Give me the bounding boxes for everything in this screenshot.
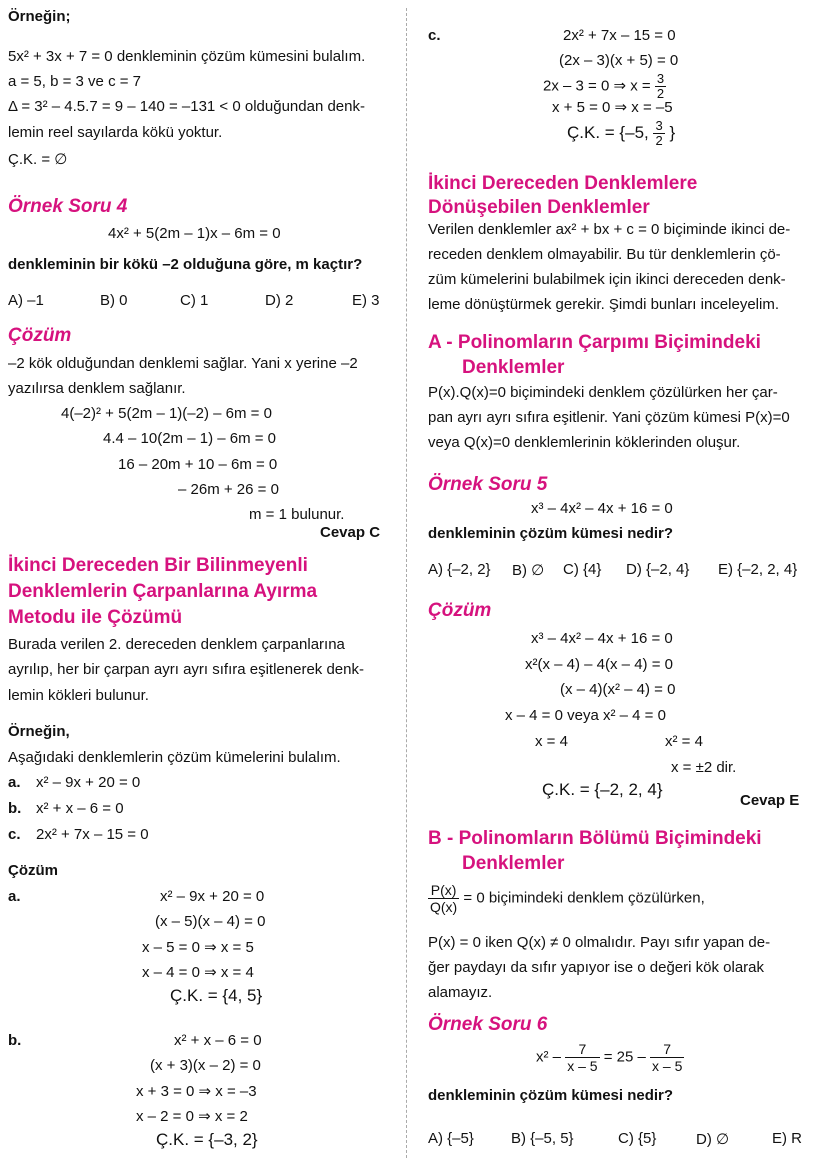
option-a: A) {–2, 2} [428,561,491,578]
example-title: Örnek Soru 6 [428,1014,548,1035]
solution-step: x – 4 = 0 ⇒ x = 4 [142,964,254,981]
section-title: Metodu ile Çözümü [8,607,183,628]
equation [536,1041,684,1074]
paragraph-line: lemin kökleri bulunur. [8,687,149,704]
answer-label: Cevap C [320,524,381,541]
question-text: denkleminin çözüm kümesi nedir? [428,1087,674,1104]
item-label: b. [8,800,22,817]
solution-step: x – 2 = 0 ⇒ x = 2 [136,1108,248,1125]
solution-step: x = ±2 dir. [671,759,737,776]
fraction [655,72,666,101]
fraction-line-text: = 0 biçimindeki denklem çözülürken, [463,889,705,907]
intro-line: a = 5, b = 3 ve c = 7 [8,73,142,90]
eq-mid: = 25 – [603,1048,646,1066]
solution-step: x³ – 4x² – 4x + 16 = 0 [531,630,673,647]
set-brace: } [669,122,676,142]
paragraph-line: alamayız. [428,984,493,1001]
fraction-denominator: 2 [655,133,663,148]
example-title: Örnek Soru 5 [428,474,548,495]
solution-line: –2 kök olduğundan denklemi sağlar. Yani x yerine –2 [8,355,358,372]
equation: x³ – 4x² – 4x + 16 = 0 [531,500,673,517]
fraction-numerator: 3 [656,71,665,86]
paragraph-line: ayrılıp, her bir çarpan ayrı ayrı sıfıra eşitlenerek denk- [8,661,364,678]
solution-step: x²(x – 4) – 4(x – 4) = 0 [525,656,673,673]
item-equation: x² + x – 6 = 0 [36,800,124,817]
option-c: C) {5} [618,1130,657,1147]
fraction-numerator: 7 [565,1041,599,1058]
intro-line: 5x² + 3x + 7 = 0 denkleminin çözüm kümesini bulalım. [8,48,366,65]
example-intro: Aşağıdaki denklemlerin çözüm kümelerini bulalım. [8,749,341,766]
answer-label: Cevap E [740,792,800,809]
option-e: E) {–2, 2, 4} [718,561,798,578]
paragraph-line: receden denklem olmayabilir. Bu tür denklemlerin çö- [428,246,781,263]
solution-title: Çözüm [8,325,72,346]
solution-step: x = 4 [535,733,568,750]
solution-step: x – 4 = 0 veya x² – 4 = 0 [505,707,666,724]
solution-step: x + 5 = 0 ⇒ x = –5 [552,99,673,116]
solution-step: – 26m + 26 = 0 [178,481,279,498]
set-text: Ç.K. = {–5, [567,122,649,142]
paragraph-line: leme dönüştürmek gerekir. Şimdi bunları inceleyelim. [428,296,779,313]
solution-step: (x + 3)(x – 2) = 0 [150,1057,261,1074]
option-c: C) 1 [180,292,209,309]
paragraph-line: Verilen denklemler ax² + bx + c = 0 biçiminde ikinci de- [428,221,791,238]
paragraph-line: ğer paydayı da sıfır yapıyor ise o değeri kök olarak [428,959,765,976]
paragraph-line: P(x) = 0 iken Q(x) ≠ 0 olmalıdır. Payı sıfır yapan de- [428,934,771,951]
fraction-denominator: 2 [656,86,665,101]
option-b: B) 0 [100,292,128,309]
solution-set: Ç.K. = {–2, 2, 4} [542,780,663,799]
fraction-denominator: x – 5 [652,1058,683,1074]
section-title: Denklemler [462,853,565,874]
option-b: B) ∅ [512,562,545,579]
question-text: denkleminin çözüm kümesi nedir? [428,525,674,542]
question-text: denkleminin bir kökü –2 olduğuna göre, m kaçtır? [8,256,363,273]
paragraph-line: Burada verilen 2. dereceden denklem çarpanlarına [8,636,345,653]
fraction-denominator: Q(x) [430,899,458,915]
option-c: C) {4} [563,561,602,578]
paragraph-line: züm kümelerini bulabilmek için ikinci dereceden denk- [428,271,786,288]
solution-line: yazılırsa denklem sağlanır. [8,380,186,397]
fraction [565,1041,599,1074]
intro-line: Ç.K. = ∅ [8,151,68,168]
item-equation: x² – 9x + 20 = 0 [36,774,141,791]
solution-set: Ç.K. = {4, 5} [170,986,263,1005]
solution-step: 16 – 20m + 10 – 6m = 0 [118,456,278,473]
part-label: c. [428,27,441,44]
eq-left: x² – [536,1048,562,1066]
solution-set [567,119,675,148]
fraction-numerator: P(x) [428,882,459,899]
paragraph-line: P(x).Q(x)=0 biçimindeki denklem çözülürken her çar- [428,384,778,401]
solution-step [543,72,666,101]
section-title: İkinci Dereceden Bir Bilinmeyenli [8,555,308,576]
solution-step: (x – 4)(x² – 4) = 0 [560,681,676,698]
column-divider [406,8,407,1158]
section-title: Denklemler [462,357,565,378]
equation: 4x² + 5(2m – 1)x – 6m = 0 [108,225,281,242]
solution-heading: Çözüm [8,862,58,879]
example-heading: Örneğin, [8,723,70,740]
option-e: E) 3 [352,292,380,309]
solution-step: x – 5 = 0 ⇒ x = 5 [142,939,254,956]
solution-step: x² + x – 6 = 0 [174,1032,262,1049]
fraction [650,1041,684,1074]
fraction-denominator: x – 5 [567,1058,598,1074]
option-a: A) {–5} [428,1130,474,1147]
option-b: B) {–5, 5} [511,1130,574,1147]
solution-title: Çözüm [428,600,492,621]
intro-line: Δ = 3² – 4.5.7 = 9 – 140 = –131 < 0 olduğundan denk- [8,98,365,115]
option-d: D) ∅ [696,1131,730,1148]
solution-step: (2x – 3)(x + 5) = 0 [559,52,679,69]
fraction [428,882,459,915]
section-title: A - Polinomların Çarpımı Biçimindeki [428,332,761,353]
option-a: A) –1 [8,292,44,309]
section-title: Denklemlerin Çarpanlarına Ayırma [8,581,318,602]
section-title: Dönüşebilen Denklemler [428,197,650,218]
option-d: D) 2 [265,292,294,309]
part-label: b. [8,1032,22,1049]
solution-step: x + 3 = 0 ⇒ x = –3 [136,1083,257,1100]
solution-step: 2x² + 7x – 15 = 0 [563,27,676,44]
example-title: Örnek Soru 4 [8,196,128,217]
fraction [653,119,664,148]
intro-heading: Örneğin; [8,8,71,25]
item-label: c. [8,826,21,843]
section-title: B - Polinomların Bölümü Biçimindeki [428,828,762,849]
item-equation: 2x² + 7x – 15 = 0 [36,826,149,843]
solution-step: 4.4 – 10(2m – 1) – 6m = 0 [103,430,277,447]
option-d: D) {–2, 4} [626,561,690,578]
paragraph-line: pan ayrı ayrı sıfıra eşitlenir. Yani çözüm kümesi P(x)=0 [428,409,790,426]
fraction-numerator: 3 [655,118,663,133]
part-label: a. [8,888,21,905]
solution-step: 4(–2)² + 5(2m – 1)(–2) – 6m = 0 [61,405,272,422]
solution-step: x² = 4 [665,733,703,750]
right-column [428,0,806,1165]
solution-step: m = 1 bulunur. [249,506,345,523]
step-text: 2x – 3 = 0 ⇒ x = [543,77,651,95]
intro-line: lemin reel sayılarda kökü yoktur. [8,124,223,141]
section-title: İkinci Dereceden Denklemlere [428,173,698,194]
solution-set: Ç.K. = {–3, 2} [156,1130,258,1149]
item-label: a. [8,774,21,791]
fraction-numerator: 7 [650,1041,684,1058]
solution-step: x² – 9x + 20 = 0 [160,888,265,905]
solution-step: (x – 5)(x – 4) = 0 [155,913,266,930]
paragraph-line: veya Q(x)=0 denklemlerinin köklerinden oluşur. [428,434,741,451]
option-e: E) R [772,1130,802,1147]
fraction-line [428,882,705,915]
left-column [8,0,386,1165]
